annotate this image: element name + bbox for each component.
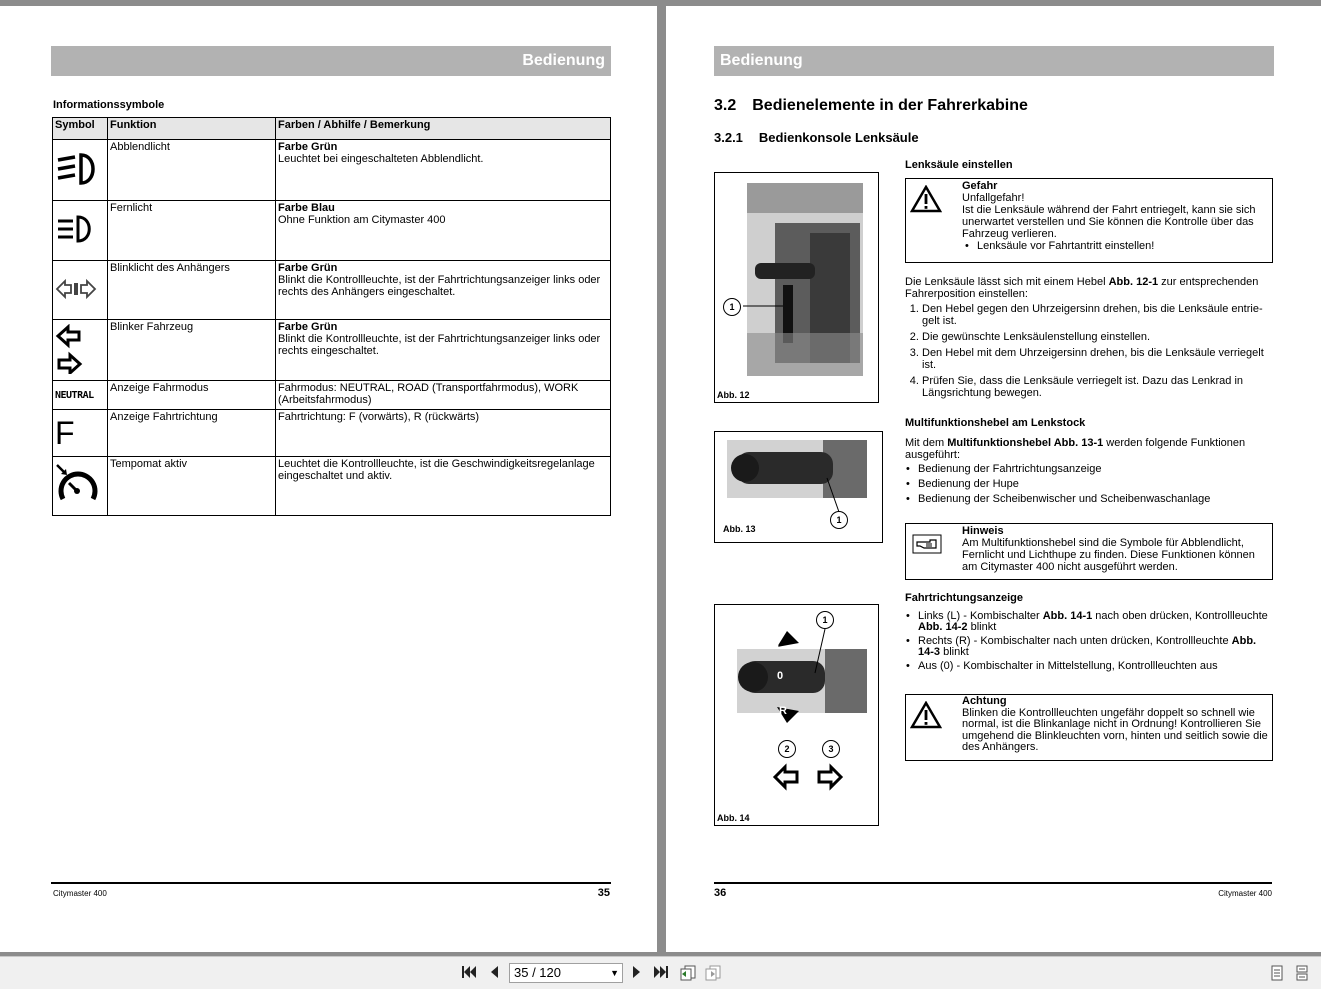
footer-rule [714,882,1272,884]
label-left: L [776,640,783,652]
row-function: Anzeige Fahrmodus [108,381,276,410]
footer-product: Citymaster 400 [53,889,107,898]
callout-1: 1 [830,511,848,529]
pdf-toolbar [0,956,1321,989]
footer-rule [51,882,611,884]
turn-signal-lever-photo [715,605,878,825]
table-row [53,320,611,381]
figure-steering-column [714,172,879,403]
subsection-title: Multifunktionshebel am Lenkstock [905,417,1086,429]
page-header: Bedienung [51,46,611,76]
turn-signal-list: • Links (L) - Kombischalter Abb. 14-1 nach oben drücken, Kontrollleuchte Abb. 14-2 blinkt • Rechts (R) - Kombischalter nach unten drücken, Kontrollleuchte Abb. 14-3 blinkt • Aus (0) - Kombischalter in Mittelstellung, Kontrollleuchten aus [905,611,1275,675]
low-beam-icon [53,140,108,201]
prev-page-icon[interactable] [485,965,503,983]
danger-box [905,178,1273,263]
caution-box [905,694,1273,761]
pointing-hand-icon [912,534,942,557]
label-off: 0 [777,670,784,682]
table-row [53,140,611,201]
steering-intro: Die Lenksäule lässt sich mit einem Hebel Abb. 12-1 zur entsprechenden Fahrerposition einstellen: [905,276,1259,300]
label-right: R [779,705,787,717]
row-function: Tempomat aktiv [108,457,276,516]
row-function: Blinker Fahrzeug [108,320,276,381]
right-page [666,6,1321,952]
note-text: Hinweis Am Multifunktionshebel sind die Symbole für Abblendlicht, Fernlicht und Lichthupe zu finden. Diese Funktionen können am Citymaster 400 nicht ausgeführt werden. [962,525,1255,573]
vehicle-indicator-icon [53,320,108,381]
figure-multifunction-lever [714,431,883,543]
figure-turn-signal [714,604,879,826]
row-function: Blinklicht des Anhängers [108,261,276,320]
caution-text: Achtung Blinken die Kontrollleuchten ungefähr doppelt so schnell wie normal, ist die Blinkanlage nicht in Ordnung! Kontrollieren Sie umgehend die Blinkleuchten vorn, hinten und seitlich sowie die des Anhängers. [962,695,1268,753]
callout-1: 1 [816,611,834,629]
row-remark: Fahrmodus: NEUTRAL, ROAD (Transportfahrmodus), WORK (Arbeitsfahrmodus) [276,381,611,410]
row-remark: Farbe Grün Blinkt die Kontrollleuchte, ist der Fahrtrichtungsanzeiger links oder rechts eingeschaltet. [276,320,611,381]
page-number: 35 [597,887,610,899]
callout-1: 1 [723,298,741,316]
last-page-icon[interactable] [652,965,670,983]
subsection-title: Lenksäule einstellen [905,159,1013,171]
table-row [53,261,611,320]
steering-column-photo [715,173,878,402]
page-header: Bedienung [714,46,1274,76]
row-remark: Farbe Grün Leuchtet bei eingeschalteten Abblendlicht. [276,140,611,201]
high-beam-icon [53,201,108,261]
figure-caption: Abb. 12 [717,390,750,400]
lever-intro: Mit dem Multifunktionshebel Abb. 13-1 werden folgende Funktionen ausgeführt: [905,437,1246,461]
table-header-row [53,118,611,140]
next-page-icon[interactable] [628,965,646,983]
danger-text: Gefahr Unfallgefahr! Ist die Lenksäule während der Fahrt entriegelt, kann sie sich unerwartet verstellen und Sie können die Kontrolle über das Fahrzeug verlieren. • Lenksäule vor Fahrtantritt einstellen! [962,180,1268,255]
left-page [0,6,657,952]
row-function: Fernlicht [108,201,276,261]
footer-product: Citymaster 400 [1218,889,1272,898]
row-remark: Farbe Grün Blinkt die Kontrollleuchte, ist der Fahrtrichtungsanzeiger links oder rechts des Anhängers eingeschaltet. [276,261,611,320]
callout-3: 3 [822,740,840,758]
first-page-icon[interactable] [460,965,478,983]
info-symbols-table [52,117,611,516]
next-view-icon[interactable] [704,965,722,983]
warning-triangle-icon [910,701,942,732]
chapter-heading: 3.2 Bedienelemente in der Fahrerkabine [714,97,1028,114]
row-remark: Farbe Blau Ohne Funktion am Citymaster 400 [276,201,611,261]
row-function: Anzeige Fahrtrichtung [108,410,276,457]
section-heading: 3.2.1 Bedienkonsole Lenksäule [714,130,919,145]
callout-2: 2 [778,740,796,758]
page-number-input[interactable] [509,963,623,983]
table-row [53,457,611,516]
figure-caption: Abb. 13 [723,524,756,534]
single-page-view-icon[interactable] [1268,965,1286,983]
page-number: 36 [714,887,727,899]
forward-direction-icon: F [53,410,108,457]
previous-view-icon[interactable] [679,965,697,983]
figure-caption: Abb. 14 [717,813,750,823]
table-row [53,381,611,410]
col-header-remark: Farben / Abhilfe / Bemerkung [276,118,611,140]
table-row [53,201,611,261]
section-title: Informationssymbole [53,99,165,111]
subsection-title: Fahrtrichtungsanzeige [905,592,1023,604]
steering-steps: 1. Den Hebel gegen den Uhrzeigersinn drehen, bis die Lenksäule entrie-gelt ist. 2. Die gewünschte Lenksäulenstellung einstellen. 3. Den Hebel mit dem Uhrzeigersinn drehen, bis die Lenksäule verriegelt ist. 4. Prüfen Sie, dass die Lenksäule verriegelt ist. Dazu das Lenkrad in Längsrichtung bewegen. [905,303,1273,403]
trailer-indicator-icon [53,261,108,320]
note-box [905,523,1273,580]
col-header-function: Funktion [108,118,276,140]
col-header-symbol: Symbol [53,118,108,140]
warning-triangle-icon [910,185,942,216]
continuous-view-icon[interactable] [1293,965,1311,983]
row-remark: Leuchtet die Kontrollleuchte, ist die Geschwindigkeitsregelanlage eingeschaltet und aktiv. [276,457,611,516]
table-row [53,410,611,457]
row-function: Abblendlicht [108,140,276,201]
page-indicator: 35 / 120 [514,965,561,980]
chevron-down-icon[interactable]: ▼ [610,968,619,978]
page-gap [657,6,666,952]
lever-functions-list: • Bedienung der Fahrtrichtungsanzeige • Bedienung der Hupe • Bedienung der Scheibenwischer und Scheibenwaschanlage [905,463,1275,508]
row-remark: Fahrtrichtung: F (vorwärts), R (rückwärts) [276,410,611,457]
neutral-mode-icon: NEUTRAL [53,381,108,410]
cruise-control-icon [53,457,108,516]
